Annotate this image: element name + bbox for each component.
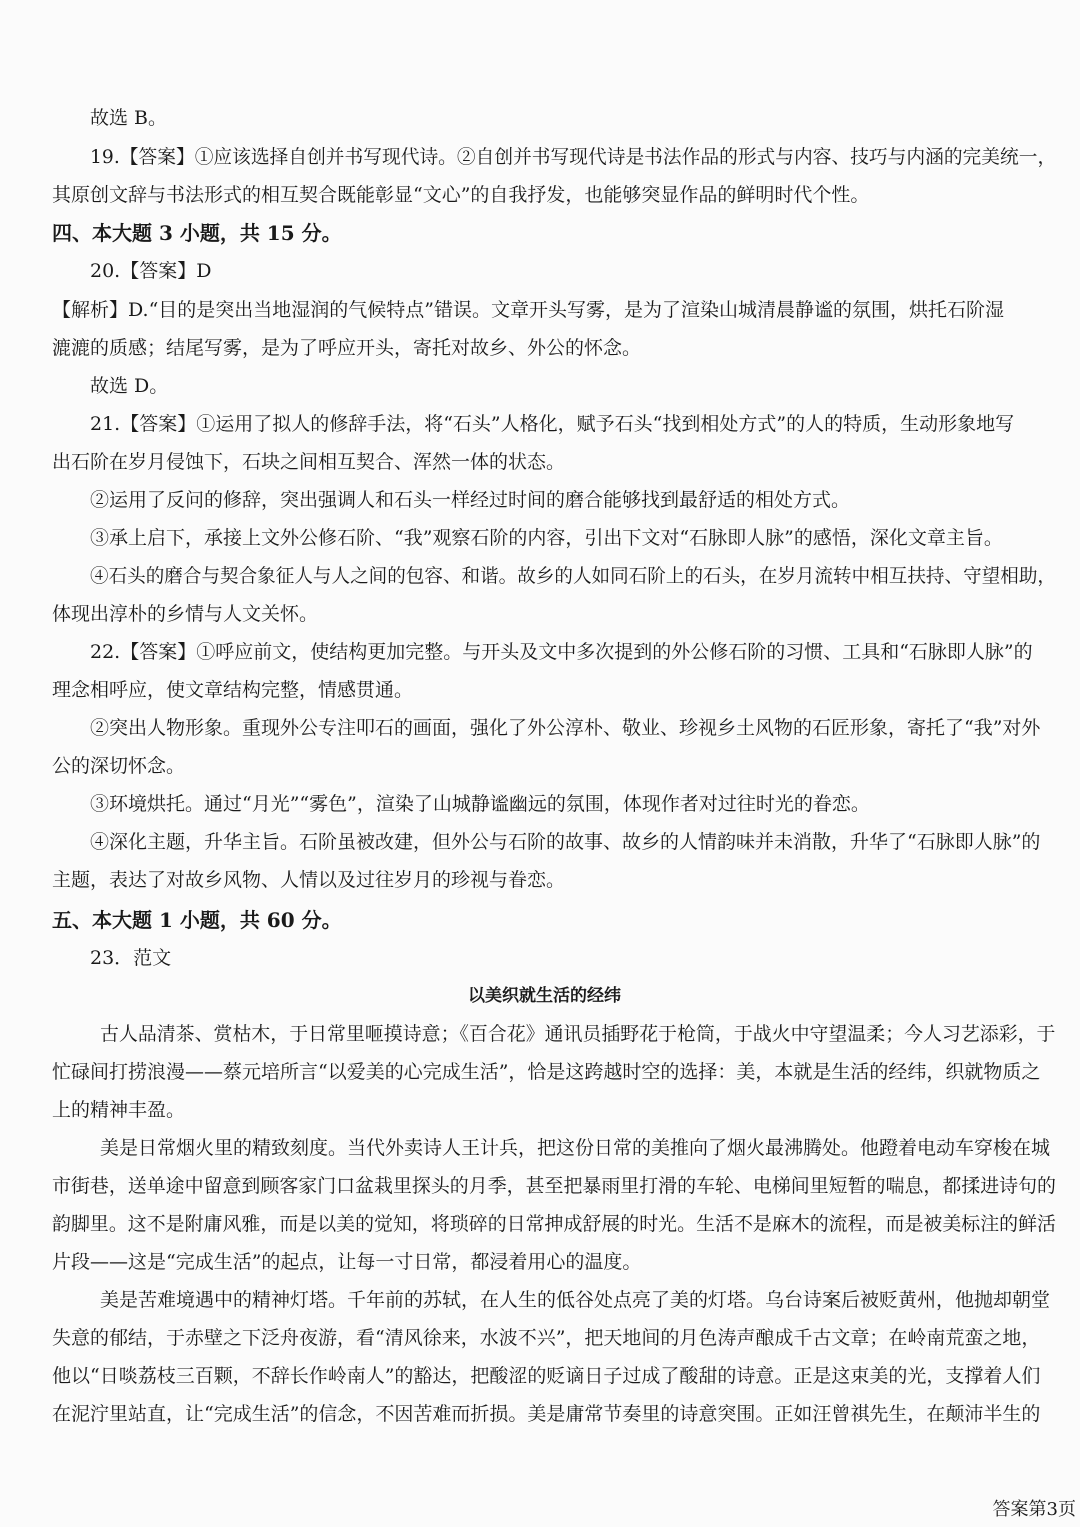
text-line: 故选 B。	[90, 107, 168, 129]
question-23-label: 23．范文	[90, 947, 172, 969]
answer-21-point-3: ③承上启下，承接上文外公修石阶、“我”观察石阶的内容，引出下文对“石脉即人脉”的感悟，深化文章主旨。	[90, 527, 1003, 549]
essay-paragraph-2-line-4: 片段——这是“完成生活”的起点，让每一寸日常，都浸着用心的温度。	[52, 1251, 642, 1273]
section-heading-4: 四、本大题 3 小题，共 15 分。	[52, 221, 342, 245]
answer-22-point-2-line-2: 公的深切怀念。	[52, 755, 186, 777]
answer-19-line-1: 19.【答案】①应该选择自创并书写现代诗。②自创并书写现代诗是书法作品的形式与内容、技巧与内涵的完美统一，	[90, 146, 1057, 168]
answer-21-line-1: 21.【答案】①运用了拟人的修辞手法，将“石头”人格化，赋予石头“找到相处方式”的人的特质，生动形象地写	[90, 413, 1015, 435]
essay-paragraph-1-line-1: 古人品清茶、赏枯木，于日常里咂摸诗意；《百合花》通讯员插野花于枪筒，于战火中守望温柔；今人习艺添彩，于	[100, 1023, 1056, 1045]
answer-20: 20.【答案】D	[90, 260, 212, 282]
analysis-20-line-2: 漉漉的质感；结尾写雾，是为了呼应开头，寄托对故乡、外公的怀念。	[52, 337, 642, 359]
answer-21-line-2: 出石阶在岁月侵蚀下，石块之间相互契合、浑然一体的状态。	[52, 451, 566, 473]
page-footer: 答案第3页	[992, 1499, 1076, 1520]
answer-21-point-4-line-2: 体现出淳朴的乡情与人文关怀。	[52, 603, 319, 625]
analysis-20-line-1: 【解析】D.“目的是突出当地湿润的气候特点”错误。文章开头写雾，是为了渲染山城清晨静谧的氛围，烘托石阶湿	[52, 299, 1005, 321]
answer-19-line-2: 其原创文辞与书法形式的相互契合既能彰显“文心”的自我抒发，也能够突显作品的鲜明时代个性。	[52, 184, 870, 206]
answer-22-line-1: 22.【答案】①呼应前文，使结构更加完整。与开头及文中多次提到的外公修石阶的习惯、工具和“石脉即人脉”的	[90, 641, 1033, 663]
essay-paragraph-1-line-3: 上的精神丰盈。	[52, 1099, 186, 1121]
essay-paragraph-1-line-2: 忙碌间打捞浪漫——蔡元培所言“以爱美的心完成生活”，恰是这跨越时空的选择：美，本就是生活的经纬，织就物质之	[52, 1061, 1041, 1083]
essay-paragraph-3-line-2: 失意的郁结，于赤壁之下泛舟夜游，看“清风徐来，水波不兴”，把天地间的月色涛声酿成千古文章；在岭南荒蛮之地，	[52, 1327, 1041, 1349]
answer-22-point-4-line-1: ④深化主题，升华主旨。石阶虽被改建，但外公与石阶的故事、故乡的人情韵味并未消散，升华了“石脉即人脉”的	[90, 831, 1041, 853]
section-heading-5: 五、本大题 1 小题，共 60 分。	[52, 908, 342, 932]
answer-22-point-2-line-1: ②突出人物形象。重现外公专注叩石的画面，强化了外公淳朴、敬业、珍视乡土风物的石匠形象，寄托了“我”对外	[90, 717, 1041, 739]
essay-paragraph-3-line-1: 美是苦难境遇中的精神灯塔。千年前的苏轼，在人生的低谷处点亮了美的灯塔。乌台诗案后被贬黄州，他抛却朝堂	[100, 1289, 1051, 1311]
answer-22-point-3: ③环境烘托。通过“月光”“雾色”，渲染了山城静谧幽远的氛围，体现作者对过往时光的眷恋。	[90, 793, 870, 815]
essay-paragraph-3-line-4: 在泥泞里站直，让“完成生活”的信念，不因苦难而折损。美是庸常节奏里的诗意突围。正如汪曾祺先生，在颠沛半生的	[52, 1403, 1041, 1425]
text-line: 故选 D。	[90, 375, 169, 397]
answer-22-line-2: 理念相呼应，使文章结构完整，情感贯通。	[52, 679, 414, 701]
essay-title: 以美织就生活的经纬	[468, 986, 621, 1006]
answer-22-point-4-line-2: 主题，表达了对故乡风物、人情以及过往岁月的珍视与眷恋。	[52, 869, 566, 891]
essay-paragraph-3-line-3: 他以“日啖荔枝三百颗，不辞长作岭南人”的豁达，把酸涩的贬谪日子过成了酸甜的诗意。正是这束美的光，支撑着人们	[52, 1365, 1041, 1387]
essay-paragraph-2-line-2: 市街巷，送单途中留意到顾客家门口盆栽里探头的月季，甚至把暴雨里打滑的车轮、电梯间里短暂的喘息，都揉进诗句的	[52, 1175, 1056, 1197]
essay-paragraph-2-line-1: 美是日常烟火里的精致刻度。当代外卖诗人王计兵，把这份日常的美推向了烟火最沸腾处。他蹬着电动车穿梭在城	[100, 1137, 1051, 1159]
essay-paragraph-2-line-3: 韵脚里。这不是附庸风雅，而是以美的觉知，将琐碎的日常抻成舒展的时光。生活不是麻木的流程，而是被美标注的鲜活	[52, 1213, 1056, 1235]
answer-21-point-4-line-1: ④石头的磨合与契合象征人与人之间的包容、和谐。故乡的人如同石阶上的石头，在岁月流转中相互扶持、守望相助，	[90, 565, 1056, 587]
answer-21-point-2: ②运用了反问的修辞，突出强调人和石头一样经过时间的磨合能够找到最舒适的相处方式。	[90, 489, 851, 511]
